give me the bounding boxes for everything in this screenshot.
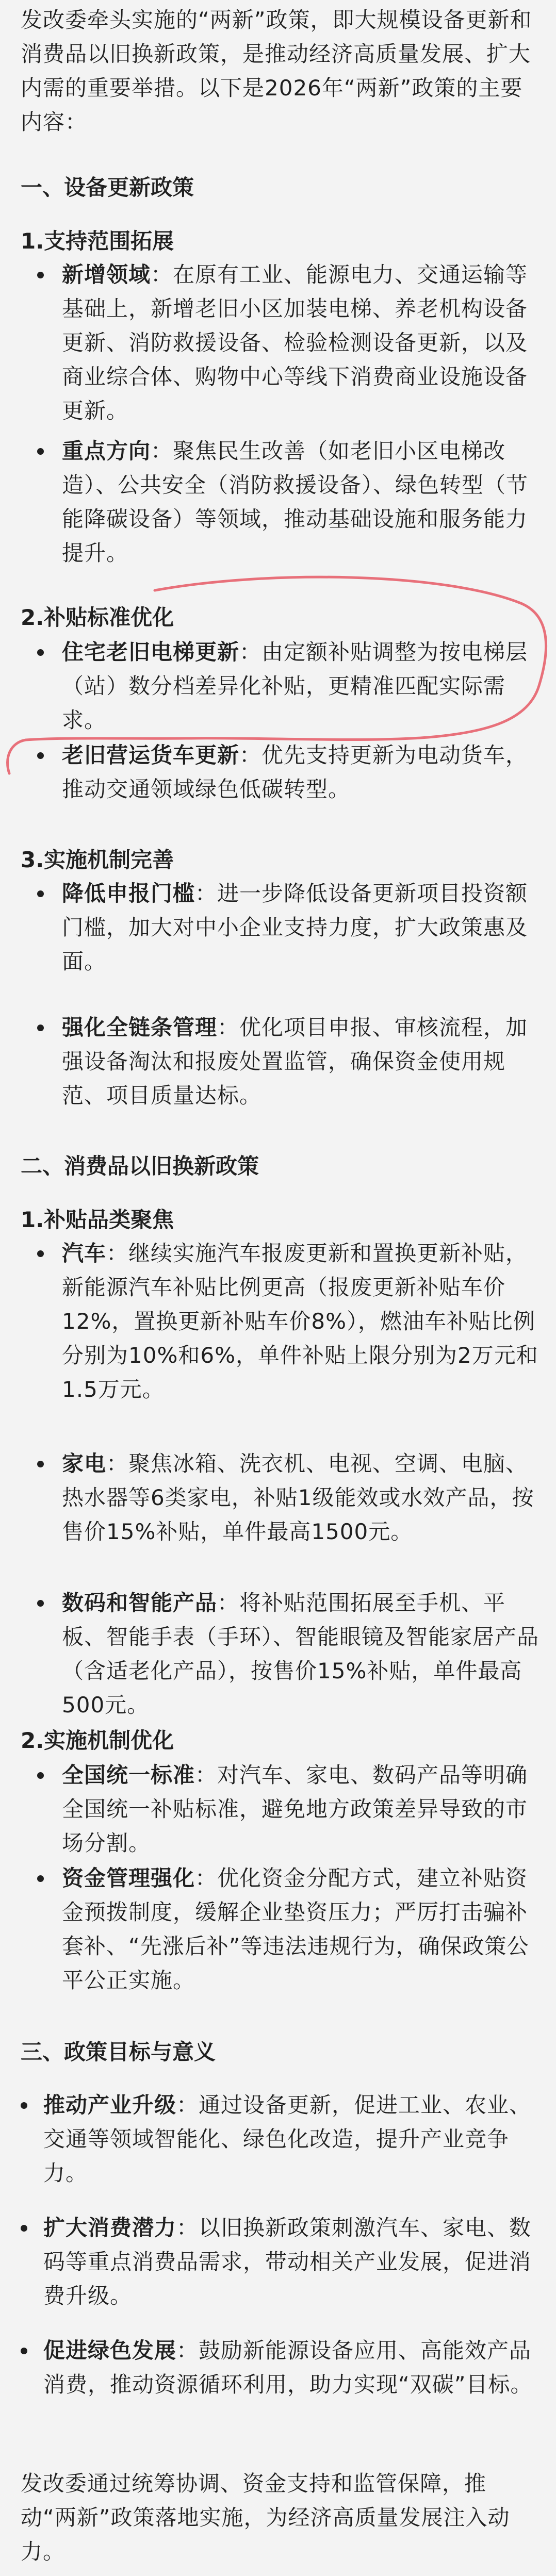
bullet-dot bbox=[37, 1600, 44, 1607]
item-term: 推动产业升级 bbox=[43, 2092, 177, 2118]
item-term: 新增领域 bbox=[62, 262, 151, 287]
list-item bbox=[21, 2334, 542, 2402]
item-text: ：优化项目申报、审核流程，加强设备淘汰和报废处置监管，确保资金使用规范、项目质量达标。 bbox=[62, 1015, 528, 1108]
bullet-dot bbox=[37, 649, 44, 656]
bullet-dot bbox=[37, 272, 44, 278]
section-heading-goals: 三、政策目标与意义 bbox=[21, 2039, 216, 2065]
list-item bbox=[37, 635, 543, 737]
item-term: 扩大消费潜力 bbox=[43, 2215, 177, 2240]
section-heading-consumer-goods: 二、消费品以旧换新政策 bbox=[21, 1153, 259, 1179]
bullet-dot bbox=[37, 1461, 44, 1467]
list-item bbox=[37, 1586, 543, 1722]
item-text: ：将补贴范围拓展至手机、平板、智能手表（手环）、智能眼镜及智能家居产品（含适老化产品），按售价15%补贴，单件最高500元。 bbox=[62, 1590, 539, 1718]
list-item bbox=[21, 2088, 542, 2190]
item-text: ：优化资金分配方式，建立补贴资金预拨制度，缓解企业垫资压力；严厉打击骗补套补、“先涨后补”等违法违规行为，确保政策公平公正实施。 bbox=[62, 1865, 529, 1993]
item-text: ：在原有工业、能源电力、交通运输等基础上，新增老旧小区加装电梯、养老机构设备更新、消防救援设备、检验检测设备更新，以及商业综合体、购物中心等线下消费商业设施设备更新。 bbox=[62, 262, 528, 423]
subheading-categories: 1.补贴品类聚焦 bbox=[21, 1207, 174, 1232]
section-heading-equipment: 一、设备更新政策 bbox=[21, 175, 194, 200]
bullet-dot bbox=[37, 1250, 44, 1257]
item-term: 汽车 bbox=[62, 1241, 107, 1266]
item-term: 重点方向 bbox=[62, 438, 151, 464]
item-term: 降低申报门槛 bbox=[62, 881, 195, 906]
bullet-dot bbox=[21, 2102, 27, 2109]
item-term: 数码和智能产品 bbox=[62, 1590, 218, 1615]
subheading-mechanism: 3.实施机制完善 bbox=[21, 847, 174, 872]
item-term: 全国统一标准 bbox=[62, 1762, 195, 1788]
bullet-dot bbox=[21, 2225, 27, 2232]
item-text: ：聚焦冰箱、洗衣机、电视、空调、电脑、热水器等6类家电，补贴1级能效或水效产品，按售价15%补贴，单件最高1500元。 bbox=[62, 1451, 534, 1544]
list-item bbox=[37, 738, 543, 806]
item-term: 老旧营运货车更新 bbox=[62, 742, 240, 768]
item-text: ：鼓励新能源设备应用、高能效产品消费，推动资源循环利用，助力实现“双碳”目标。 bbox=[43, 2338, 533, 2397]
list-item bbox=[37, 1447, 543, 1549]
conclusion-paragraph: 发改委通过统筹协调、资金支持和监管保障，推动“两新”政策落地实施，为经济高质量发展注入动力。 bbox=[21, 2471, 510, 2564]
item-text: ：通过设备更新，促进工业、农业、交通等领域智能化、绿色化改造，提升产业竞争力。 bbox=[43, 2092, 532, 2186]
item-text: ：由定额补贴调整为按电梯层（站）数分档差异化补贴，更精准匹配实际需求。 bbox=[62, 639, 528, 733]
subheading-scope: 1.支持范围拓展 bbox=[21, 228, 174, 254]
list-item bbox=[37, 1236, 543, 1407]
item-term: 强化全链条管理 bbox=[62, 1015, 218, 1040]
bullet-dot bbox=[37, 890, 44, 897]
item-term: 家电 bbox=[62, 1451, 107, 1476]
list-item bbox=[37, 1861, 543, 1997]
intro-paragraph: 发改委牵头实施的“两新”政策，即大规模设备更新和消费品以旧换新政策，是推动经济高质量发展、扩大内需的重要举措。以下是2026年“两新”政策的主要内容： bbox=[21, 7, 532, 135]
item-text: ：进一步降低设备更新项目投资额门槛，加大对中小企业支持力度，扩大政策惠及面。 bbox=[62, 881, 528, 974]
bullet-dot bbox=[37, 1875, 44, 1882]
item-term: 促进绿色发展 bbox=[43, 2338, 177, 2363]
bullet-dot bbox=[37, 1025, 44, 1031]
item-text: ：聚焦民生改善（如老旧小区电梯改造）、公共安全（消防救援设备）、绿色转型（节能降碳设备）等领域，推动基础设施和服务能力提升。 bbox=[62, 438, 529, 566]
item-term: 资金管理强化 bbox=[62, 1865, 195, 1891]
bullet-dot bbox=[37, 752, 44, 759]
list-item bbox=[21, 2211, 542, 2313]
list-item bbox=[37, 1758, 543, 1860]
item-text: ：对汽车、家电、数码产品等明确全国统一补贴标准，避免地方政策差异导致的市场分割。 bbox=[62, 1762, 528, 1856]
item-text: ：继续实施汽车报废更新和置换更新补贴，新能源汽车补贴比例更高（报废更新补贴车价12%，置换更新补贴车价8%），燃油车补贴比例分别为10%和6%，单件补贴上限分别为2万元和1.5万元。 bbox=[62, 1241, 538, 1402]
item-term: 住宅老旧电梯更新 bbox=[62, 639, 240, 665]
list-item bbox=[37, 434, 543, 570]
list-item bbox=[37, 258, 543, 428]
subheading-subsidy-standard: 2.补贴标准优化 bbox=[21, 605, 174, 630]
bullet-dot bbox=[37, 1772, 44, 1779]
subheading-mechanism-optimization: 2.实施机制优化 bbox=[21, 1728, 174, 1753]
item-text: ：优先支持更新为电动货车，推动交通领域绿色低碳转型。 bbox=[62, 742, 528, 802]
bullet-dot bbox=[21, 2348, 27, 2354]
bullet-dot bbox=[37, 448, 44, 455]
list-item bbox=[37, 877, 543, 979]
item-text: ：以旧换新政策刺激汽车、家电、数码等重点消费品需求，带动相关产业发展，促进消费升级。 bbox=[43, 2215, 532, 2308]
list-item bbox=[37, 1011, 543, 1113]
